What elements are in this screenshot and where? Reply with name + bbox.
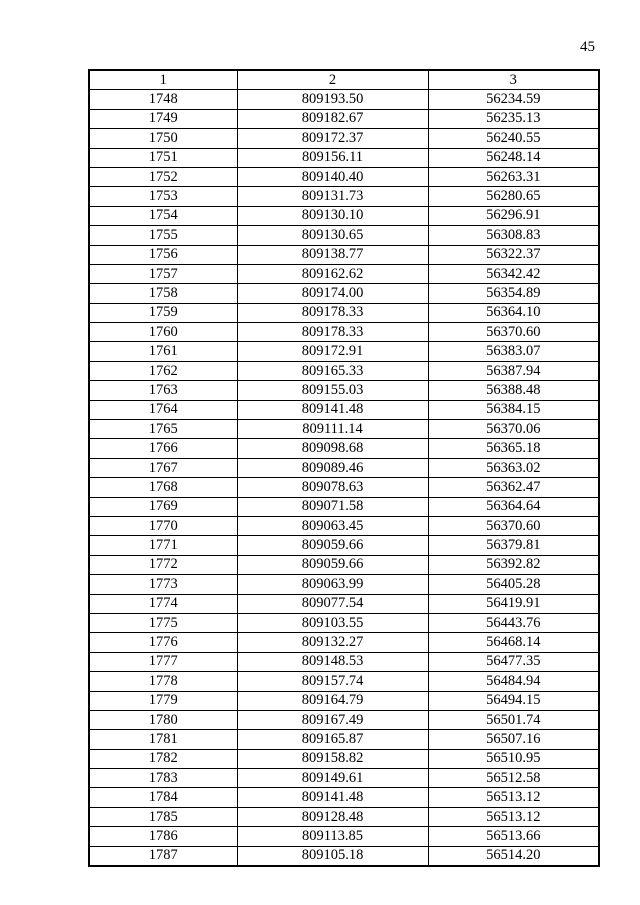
x-coordinate-cell: 809130.65 bbox=[237, 226, 428, 245]
x-coordinate-cell: 809078.63 bbox=[237, 478, 428, 497]
table-row bbox=[89, 613, 599, 632]
y-coordinate-cell: 56363.02 bbox=[428, 458, 599, 477]
x-coordinate-cell: 809141.48 bbox=[237, 400, 428, 419]
table-row bbox=[89, 575, 599, 594]
x-coordinate-cell: 809158.82 bbox=[237, 749, 428, 768]
point-number-cell: 1757 bbox=[89, 264, 237, 283]
point-number-cell: 1781 bbox=[89, 730, 237, 749]
point-number-cell: 1785 bbox=[89, 807, 237, 826]
point-number-cell: 1772 bbox=[89, 555, 237, 574]
point-number-cell: 1782 bbox=[89, 749, 237, 768]
y-coordinate-cell: 56365.18 bbox=[428, 439, 599, 458]
x-coordinate-cell: 809172.91 bbox=[237, 342, 428, 361]
point-number-cell: 1775 bbox=[89, 613, 237, 632]
point-number-cell: 1784 bbox=[89, 788, 237, 807]
point-number-cell: 1753 bbox=[89, 187, 237, 206]
x-coordinate-cell: 809130.10 bbox=[237, 206, 428, 225]
x-coordinate-cell: 809156.11 bbox=[237, 148, 428, 167]
point-number-cell: 1762 bbox=[89, 361, 237, 380]
y-coordinate-cell: 56364.64 bbox=[428, 497, 599, 516]
y-coordinate-cell: 56513.12 bbox=[428, 807, 599, 826]
header-cell-2: 2 bbox=[237, 70, 428, 90]
table-row bbox=[89, 206, 599, 225]
y-coordinate-cell: 56513.66 bbox=[428, 827, 599, 846]
table-row bbox=[89, 284, 599, 303]
table-row bbox=[89, 439, 599, 458]
x-coordinate-cell: 809178.33 bbox=[237, 323, 428, 342]
x-coordinate-cell: 809063.45 bbox=[237, 516, 428, 535]
x-coordinate-cell: 809128.48 bbox=[237, 807, 428, 826]
y-coordinate-cell: 56514.20 bbox=[428, 846, 599, 866]
y-coordinate-cell: 56494.15 bbox=[428, 691, 599, 710]
y-coordinate-cell: 56468.14 bbox=[428, 633, 599, 652]
coordinates-table bbox=[88, 69, 600, 867]
table-row bbox=[89, 323, 599, 342]
y-coordinate-cell: 56248.14 bbox=[428, 148, 599, 167]
header-row bbox=[89, 70, 599, 90]
x-coordinate-cell: 809071.58 bbox=[237, 497, 428, 516]
y-coordinate-cell: 56370.60 bbox=[428, 323, 599, 342]
y-coordinate-cell: 56308.83 bbox=[428, 226, 599, 245]
point-number-cell: 1783 bbox=[89, 769, 237, 788]
x-coordinate-cell: 809098.68 bbox=[237, 439, 428, 458]
x-coordinate-cell: 809059.66 bbox=[237, 536, 428, 555]
y-coordinate-cell: 56510.95 bbox=[428, 749, 599, 768]
point-number-cell: 1758 bbox=[89, 284, 237, 303]
point-number-cell: 1754 bbox=[89, 206, 237, 225]
point-number-cell: 1766 bbox=[89, 439, 237, 458]
point-number-cell: 1755 bbox=[89, 226, 237, 245]
table-row bbox=[89, 516, 599, 535]
x-coordinate-cell: 809162.62 bbox=[237, 264, 428, 283]
table-row bbox=[89, 536, 599, 555]
table-row bbox=[89, 148, 599, 167]
point-number-cell: 1771 bbox=[89, 536, 237, 555]
y-coordinate-cell: 56392.82 bbox=[428, 555, 599, 574]
header-cell-3: 3 bbox=[428, 70, 599, 90]
y-coordinate-cell: 56387.94 bbox=[428, 361, 599, 380]
header-cell-1: 1 bbox=[89, 70, 237, 90]
x-coordinate-cell: 809141.48 bbox=[237, 788, 428, 807]
table-row bbox=[89, 807, 599, 826]
y-coordinate-cell: 56484.94 bbox=[428, 672, 599, 691]
y-coordinate-cell: 56280.65 bbox=[428, 187, 599, 206]
table-row bbox=[89, 633, 599, 652]
y-coordinate-cell: 56383.07 bbox=[428, 342, 599, 361]
point-number-cell: 1774 bbox=[89, 594, 237, 613]
table-row bbox=[89, 788, 599, 807]
table-row bbox=[89, 303, 599, 322]
x-coordinate-cell: 809172.37 bbox=[237, 129, 428, 148]
y-coordinate-cell: 56240.55 bbox=[428, 129, 599, 148]
table-row bbox=[89, 400, 599, 419]
y-coordinate-cell: 56501.74 bbox=[428, 710, 599, 729]
x-coordinate-cell: 809157.74 bbox=[237, 672, 428, 691]
x-coordinate-cell: 809063.99 bbox=[237, 575, 428, 594]
table-row bbox=[89, 264, 599, 283]
point-number-cell: 1761 bbox=[89, 342, 237, 361]
table-header bbox=[89, 70, 599, 90]
table-body bbox=[89, 90, 599, 866]
point-number-cell: 1777 bbox=[89, 652, 237, 671]
table-row bbox=[89, 730, 599, 749]
x-coordinate-cell: 809077.54 bbox=[237, 594, 428, 613]
point-number-cell: 1786 bbox=[89, 827, 237, 846]
x-coordinate-cell: 809113.85 bbox=[237, 827, 428, 846]
x-coordinate-cell: 809132.27 bbox=[237, 633, 428, 652]
table-row bbox=[89, 769, 599, 788]
point-number-cell: 1780 bbox=[89, 710, 237, 729]
table-row bbox=[89, 652, 599, 671]
y-coordinate-cell: 56384.15 bbox=[428, 400, 599, 419]
y-coordinate-cell: 56263.31 bbox=[428, 167, 599, 186]
x-coordinate-cell: 809165.33 bbox=[237, 361, 428, 380]
table-row bbox=[89, 749, 599, 768]
y-coordinate-cell: 56379.81 bbox=[428, 536, 599, 555]
x-coordinate-cell: 809138.77 bbox=[237, 245, 428, 264]
table-row bbox=[89, 245, 599, 264]
point-number-cell: 1751 bbox=[89, 148, 237, 167]
table-row bbox=[89, 846, 599, 866]
y-coordinate-cell: 56388.48 bbox=[428, 381, 599, 400]
table-row bbox=[89, 187, 599, 206]
y-coordinate-cell: 56370.60 bbox=[428, 516, 599, 535]
table-row bbox=[89, 555, 599, 574]
table-row bbox=[89, 90, 599, 109]
x-coordinate-cell: 809149.61 bbox=[237, 769, 428, 788]
point-number-cell: 1787 bbox=[89, 846, 237, 866]
table-row bbox=[89, 497, 599, 516]
page-number: 45 bbox=[580, 39, 595, 55]
y-coordinate-cell: 56364.10 bbox=[428, 303, 599, 322]
point-number-cell: 1778 bbox=[89, 672, 237, 691]
x-coordinate-cell: 809165.87 bbox=[237, 730, 428, 749]
point-number-cell: 1760 bbox=[89, 323, 237, 342]
y-coordinate-cell: 56296.91 bbox=[428, 206, 599, 225]
table-row bbox=[89, 129, 599, 148]
point-number-cell: 1765 bbox=[89, 420, 237, 439]
table-row bbox=[89, 420, 599, 439]
x-coordinate-cell: 809089.46 bbox=[237, 458, 428, 477]
y-coordinate-cell: 56322.37 bbox=[428, 245, 599, 264]
x-coordinate-cell: 809105.18 bbox=[237, 846, 428, 866]
table-row bbox=[89, 167, 599, 186]
y-coordinate-cell: 56507.16 bbox=[428, 730, 599, 749]
x-coordinate-cell: 809059.66 bbox=[237, 555, 428, 574]
point-number-cell: 1769 bbox=[89, 497, 237, 516]
table-row bbox=[89, 478, 599, 497]
point-number-cell: 1748 bbox=[89, 90, 237, 109]
y-coordinate-cell: 56354.89 bbox=[428, 284, 599, 303]
point-number-cell: 1763 bbox=[89, 381, 237, 400]
table-row bbox=[89, 361, 599, 380]
y-coordinate-cell: 56342.42 bbox=[428, 264, 599, 283]
x-coordinate-cell: 809131.73 bbox=[237, 187, 428, 206]
point-number-cell: 1773 bbox=[89, 575, 237, 594]
point-number-cell: 1749 bbox=[89, 109, 237, 128]
table-row bbox=[89, 672, 599, 691]
y-coordinate-cell: 56362.47 bbox=[428, 478, 599, 497]
y-coordinate-cell: 56370.06 bbox=[428, 420, 599, 439]
point-number-cell: 1750 bbox=[89, 129, 237, 148]
x-coordinate-cell: 809148.53 bbox=[237, 652, 428, 671]
x-coordinate-cell: 809103.55 bbox=[237, 613, 428, 632]
y-coordinate-cell: 56443.76 bbox=[428, 613, 599, 632]
point-number-cell: 1767 bbox=[89, 458, 237, 477]
x-coordinate-cell: 809164.79 bbox=[237, 691, 428, 710]
point-number-cell: 1759 bbox=[89, 303, 237, 322]
x-coordinate-cell: 809140.40 bbox=[237, 167, 428, 186]
x-coordinate-cell: 809182.67 bbox=[237, 109, 428, 128]
table-row bbox=[89, 109, 599, 128]
y-coordinate-cell: 56512.58 bbox=[428, 769, 599, 788]
x-coordinate-cell: 809174.00 bbox=[237, 284, 428, 303]
point-number-cell: 1770 bbox=[89, 516, 237, 535]
table-row bbox=[89, 827, 599, 846]
table-row bbox=[89, 226, 599, 245]
table-row bbox=[89, 458, 599, 477]
table-row bbox=[89, 381, 599, 400]
x-coordinate-cell: 809111.14 bbox=[237, 420, 428, 439]
y-coordinate-cell: 56477.35 bbox=[428, 652, 599, 671]
x-coordinate-cell: 809193.50 bbox=[237, 90, 428, 109]
x-coordinate-cell: 809155.03 bbox=[237, 381, 428, 400]
point-number-cell: 1776 bbox=[89, 633, 237, 652]
point-number-cell: 1752 bbox=[89, 167, 237, 186]
point-number-cell: 1768 bbox=[89, 478, 237, 497]
point-number-cell: 1764 bbox=[89, 400, 237, 419]
table-row bbox=[89, 594, 599, 613]
x-coordinate-cell: 809167.49 bbox=[237, 710, 428, 729]
y-coordinate-cell: 56513.12 bbox=[428, 788, 599, 807]
y-coordinate-cell: 56235.13 bbox=[428, 109, 599, 128]
y-coordinate-cell: 56419.91 bbox=[428, 594, 599, 613]
table-row bbox=[89, 691, 599, 710]
x-coordinate-cell: 809178.33 bbox=[237, 303, 428, 322]
table-row bbox=[89, 342, 599, 361]
point-number-cell: 1756 bbox=[89, 245, 237, 264]
y-coordinate-cell: 56405.28 bbox=[428, 575, 599, 594]
y-coordinate-cell: 56234.59 bbox=[428, 90, 599, 109]
point-number-cell: 1779 bbox=[89, 691, 237, 710]
table-row bbox=[89, 710, 599, 729]
